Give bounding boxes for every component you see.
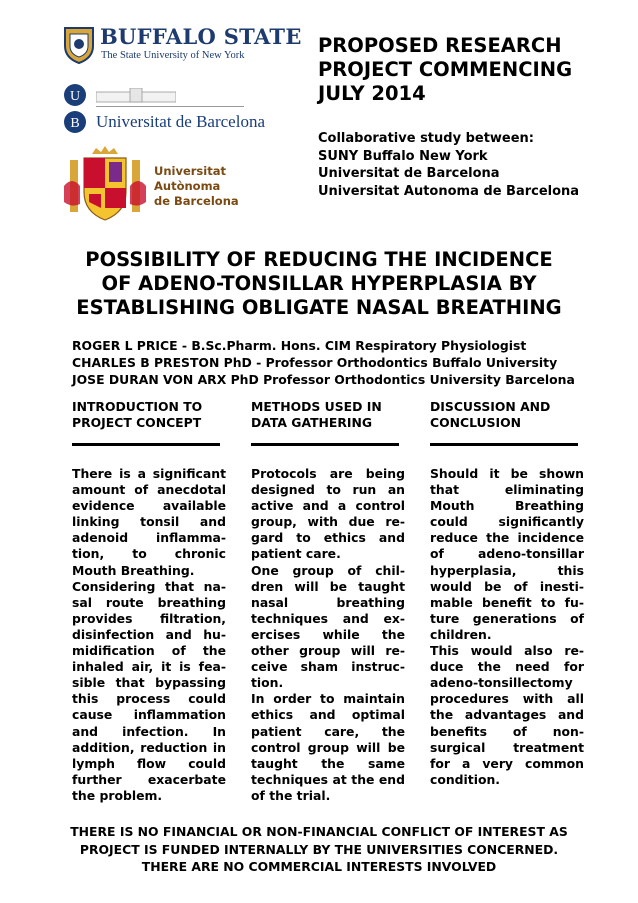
- column-paragraph: One group of chil-dren will be taught nasal breathing techniques and ex-ercises while the other group will re-ceive sham instruc-tion.: [251, 562, 405, 691]
- column-body: [72, 466, 226, 804]
- author-list: [72, 337, 612, 388]
- methods-column: [251, 399, 405, 804]
- column-paragraph: Should it be shown that eliminating Mouth Breathing could significantly reduce the incidence of adeno-tonsillar hyperplasia, this would be of inesti-mable benefit to fu-ture generations of children.: [430, 466, 584, 642]
- column-heading-line: CONCLUSION: [430, 415, 522, 430]
- column-divider: [430, 443, 578, 446]
- column-paragraph: Protocols are being designed to run an active and a control group, with due re-gard to ethics and patient care.: [251, 466, 405, 562]
- footer-line: PROJECT IS FUNDED INTERNALLY BY THE UNIVERSITIES CONCERNED.: [79, 841, 559, 857]
- column-heading-line: DATA GATHERING: [251, 415, 373, 430]
- column-paragraph: Considering that na-sal route breathing provides filtration, disinfection and hu-midification of the inhaled air, it is fea-sible that bypassing this process could cause inflammation and infection. In addition, reduction in lymph flow could further exacerbate the problem.: [72, 578, 226, 803]
- column-heading-line: DISCUSSION AND: [430, 399, 551, 414]
- column-heading-line: PROJECT CONCEPT: [72, 415, 202, 430]
- title-line: POSSIBILITY OF REDUCING THE INCIDENCE: [85, 248, 553, 271]
- column-paragraph: There is a significant amount of anecdotal evidence available linking tonsil and adenoid inflamma-tion, to chronic Mouth Breathing.: [72, 466, 226, 578]
- column-heading-line: METHODS USED IN: [251, 399, 382, 414]
- uab-name-line: Universitat: [154, 164, 226, 178]
- ub-name: Universitat de Barcelona: [96, 112, 265, 131]
- footer-line: THERE ARE NO COMMERCIAL INTERESTS INVOLVED: [141, 859, 497, 874]
- ub-logo: [62, 82, 265, 138]
- proposed-line: JULY 2014: [318, 82, 426, 105]
- introduction-column: [72, 399, 226, 804]
- column-heading: [72, 399, 226, 431]
- buffalo-state-seal-icon: [62, 24, 96, 64]
- proposed-line: PROJECT COMMENCING: [318, 58, 573, 81]
- title-line: OF ADENO-TONSILLAR HYPERPLASIA BY: [101, 272, 537, 295]
- uab-name-line: de Barcelona: [154, 194, 239, 208]
- column-paragraph: In order to maintain ethics and optimal patient care, the control group will be taught the same techniques at the end of the trial.: [251, 691, 405, 803]
- column-divider: [251, 443, 399, 446]
- collab-line: Collaborative study between:: [318, 131, 535, 146]
- uab-crest-icon: [62, 146, 148, 224]
- title-line: ESTABLISHING OBLIGATE NASAL BREATHING: [76, 296, 562, 319]
- collab-line: Universitat Autonoma de Barcelona: [318, 183, 580, 199]
- column-body: [251, 466, 405, 804]
- collab-line: Universitat de Barcelona: [318, 166, 500, 181]
- author-line: ROGER L PRICE - B.Sc.Pharm. Hons. CIM Respiratory Physiologist: [72, 338, 527, 353]
- conflict-of-interest-statement: [30, 823, 608, 876]
- buffalo-state-name: BUFFALO STATE: [100, 24, 302, 49]
- svg-text:U: U: [69, 89, 81, 104]
- collaborators-block: [318, 130, 618, 200]
- discussion-column: [430, 399, 584, 788]
- ub-emblem-icon: [62, 82, 90, 138]
- uab-name: [154, 164, 239, 209]
- footer-line: THERE IS NO FINANCIAL OR NON-FINANCIAL CONFLICT OF INTEREST AS: [70, 824, 568, 839]
- column-divider: [72, 443, 220, 446]
- proposed-research-heading: [318, 34, 618, 106]
- author-line: JOSE DURAN VON ARX PhD Professor Orthodontics University Barcelona: [72, 372, 575, 387]
- proposed-line: PROPOSED RESEARCH: [318, 34, 562, 57]
- column-heading: [251, 399, 405, 431]
- svg-text:B: B: [70, 116, 80, 131]
- column-heading: [430, 399, 584, 431]
- column-paragraph: This would also re-duce the need for adeno-tonsillectomy procedures with all the advantages and benefits of non-surgical treatment for a very common condition.: [430, 643, 584, 787]
- uab-name-line: Autònoma: [154, 179, 221, 193]
- column-heading-line: INTRODUCTION TO: [72, 399, 203, 414]
- uab-logo: [62, 146, 252, 224]
- author-line: CHARLES B PRESTON PhD - Professor Orthodontics Buffalo University: [72, 355, 558, 370]
- buffalo-state-subtitle: The State University of New York: [101, 50, 245, 61]
- buffalo-state-logo: [62, 24, 302, 68]
- ub-building-icon: [96, 88, 176, 104]
- poster-title: [60, 248, 578, 320]
- collab-line: SUNY Buffalo New York: [318, 148, 488, 164]
- column-body: [430, 466, 584, 788]
